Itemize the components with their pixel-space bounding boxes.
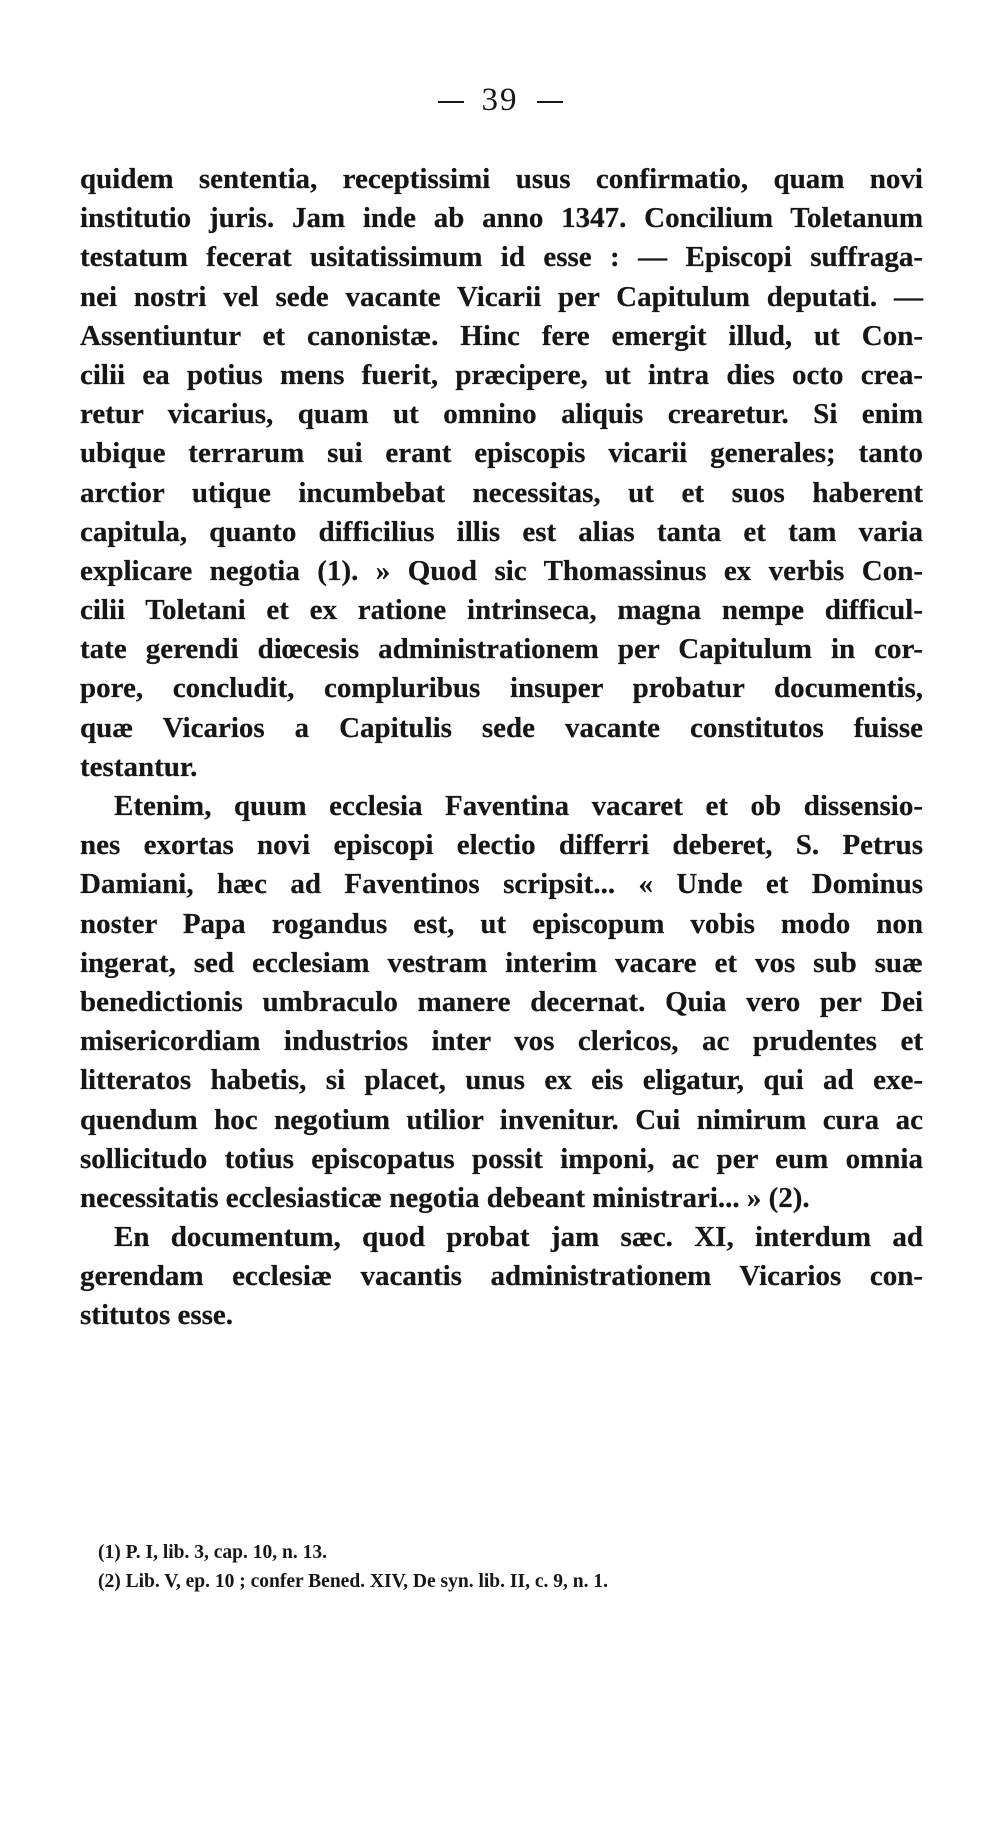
text-line: ingerat, sed ecclesiam vestram interim vacare et vos sub suæ	[80, 946, 923, 979]
text-line: Assentiuntur et canonistæ. Hinc fere emergit illud, ut Con-	[80, 319, 923, 352]
paragraph-3	[80, 1218, 923, 1336]
page-number: 39	[481, 82, 519, 118]
text-line: pore, concludit, compluribus insuper probatur documentis,	[80, 672, 923, 705]
text-line: benedictionis umbraculo manere decernat. Quia vero per Dei	[80, 985, 923, 1018]
text-line: ubique terrarum sui erant episcopis vicarii generales; tanto	[80, 437, 923, 470]
text-line: quæ Vicarios a Capitulis sede vacante constitutos fuisse	[80, 711, 923, 744]
text-line: cilii ea potius mens fuerit, præcipere, ut intra dies octo crea-	[80, 358, 923, 391]
text-line: sollicitudo totius episcopatus possit imponi, ac per eum omnia	[80, 1142, 923, 1175]
page-header	[0, 82, 1000, 119]
text-line: cilii Toletani et ex ratione intrinseca, magna nempe difficul-	[80, 594, 923, 627]
text-line: quendum hoc negotium utilior invenitur. Cui nimirum cura ac	[80, 1103, 923, 1136]
text-line: nes exortas novi episcopi electio differri deberet, S. Petrus	[80, 829, 923, 862]
text-line: capitula, quanto difficilius illis est alias tanta et tam varia	[80, 515, 923, 548]
text-line: testatum fecerat usitatissimum id esse : — Episcopi suffraga-	[80, 241, 923, 274]
text-line: En documentum, quod probat jam sæc. XI, interdum ad	[114, 1221, 923, 1254]
text-line: quidem sententia, receptissimi usus confirmatio, quam novi	[80, 163, 923, 195]
text-line: Damiani, hæc ad Faventinos scripsit... « Unde et Dominus	[80, 868, 923, 901]
text-line: misericordiam industrios inter vos clericos, ac prudentes et	[80, 1025, 923, 1058]
text-line: retur vicarius, quam ut omnino aliquis crearetur. Si enim	[80, 398, 923, 431]
text-line: testantur.	[80, 750, 198, 783]
text-line: noster Papa rogandus est, ut episcopum vobis modo non	[80, 907, 923, 940]
body-text	[80, 160, 923, 1336]
text-line: Etenim, quum ecclesia Faventina vacaret et ob dissensio-	[114, 790, 923, 822]
paragraph-1	[80, 160, 923, 787]
footnote-2: (2) Lib. V, ep. 10 ; confer Bened. XIV, De syn. lib. II, c. 9, n. 1.	[98, 1571, 608, 1592]
text-line: necessitatis ecclesiasticæ negotia debeant ministrari... » (2).	[80, 1181, 810, 1214]
paragraph-2	[80, 787, 923, 1218]
text-line: stitutos esse.	[80, 1299, 234, 1332]
text-line: gerendam ecclesiæ vacantis administrationem Vicarios con-	[80, 1260, 923, 1293]
text-line: arctior utique incumbebat necessitas, ut et suos haberent	[80, 476, 923, 509]
footnote-1: (1) P. I, lib. 3, cap. 10, n. 13.	[98, 1542, 327, 1563]
text-line: explicare negotia (1). » Quod sic Thomassinus ex verbis Con-	[80, 554, 923, 587]
footnotes	[98, 1538, 858, 1596]
text-line: tate gerendi diœcesis administrationem per Capitulum in cor-	[80, 633, 923, 666]
header-dash-right	[537, 101, 563, 103]
header-dash-left	[438, 101, 464, 103]
text-line: litteratos habetis, si placet, unus ex eis eligatur, qui ad exe-	[80, 1064, 923, 1097]
text-line: institutio juris. Jam inde ab anno 1347. Concilium Toletanum	[80, 202, 923, 235]
text-line: nei nostri vel sede vacante Vicarii per Capitulum deputati. —	[80, 280, 923, 313]
